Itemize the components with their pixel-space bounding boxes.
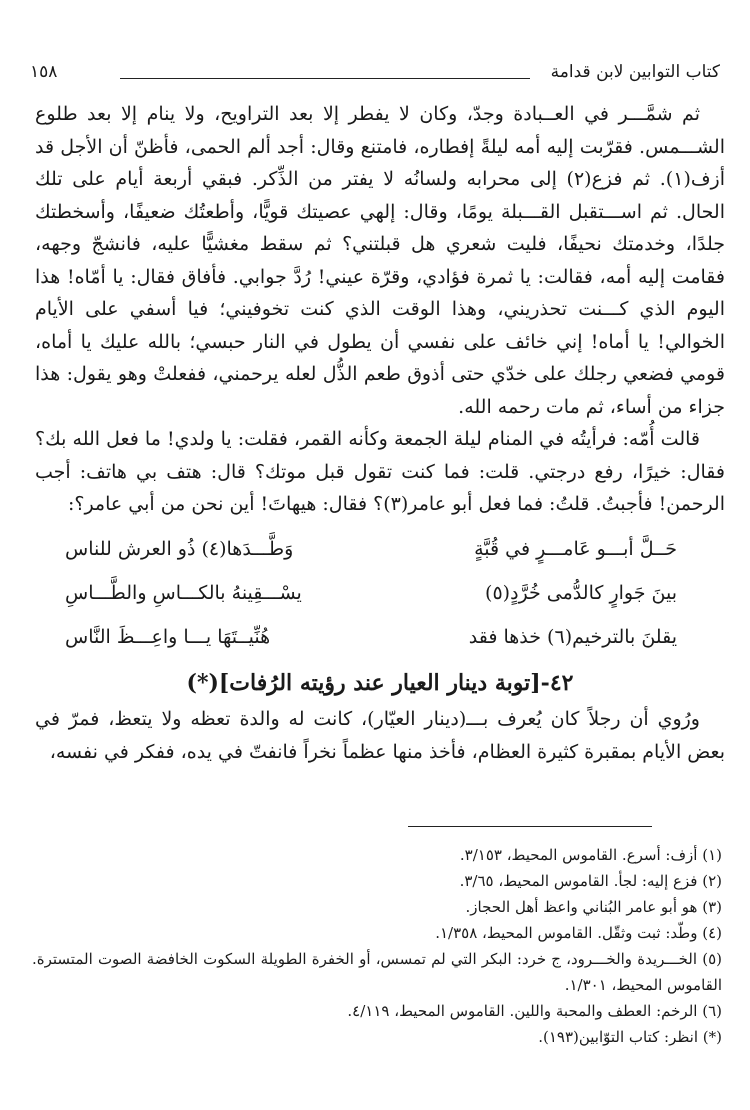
paragraph: قالت أُمّه: فرأيتُه في المنام ليلة الجمعة وكأنه القمر، فقلت: يا ولدي! ما فعل الله بك؟ فقال: خيرًا، رفع درجتي. قلت: فما كنت تقول قبل موتك؟ قال: هتف بي هاتف: أجب الرحمن! فأجبتُ. قلتُ: فما فعل أبو عامر(٣)؟ فقال: هيهاتَ! أين نحن من أبي عامر؟: — [35, 428, 725, 515]
footnote: (٢) فزع إليه: لجأ. القاموس المحيط، ٣/٦٥. — [459, 872, 722, 890]
poem-verse — [35, 615, 725, 659]
section-heading: ٤٢-[توبة دينار العيار عند رؤيته الرُفات](*) — [186, 669, 574, 696]
verse-first-hemistich: بينَ جَوارٍ كالدُّمى خُرَّدٍ(٥) — [485, 581, 677, 604]
footnote: (٤) وطّد: ثبت وثقّل. القاموس المحيط، ١/٣٥٨. — [435, 924, 722, 942]
poem — [35, 527, 725, 659]
verse-first-hemistich: يقلنَ بالترخيم(٦) خذها فقد — [468, 625, 677, 648]
footnote-separator — [408, 826, 652, 827]
header-rule — [120, 78, 530, 79]
main-text — [35, 98, 725, 768]
footnote: (٦) الرخم: العطف والمحبة واللين. القاموس المحيط، ٤/١١٩. — [347, 1002, 722, 1020]
footnote: (٥) الخـــريدة والخـــرود، ج خرد: البكر التي لم تمسس، أو الخفرة الطويلة السكوت الخافضة الصوت المتسترة. القاموس المحيط، ١/٣٠١. — [32, 950, 722, 994]
poem-verse — [35, 571, 725, 615]
footnotes — [32, 842, 722, 1050]
verse-second-hemistich: هُنِّيــتَهَا يـــا واعِـــظَ النَّاس — [65, 625, 271, 648]
running-header — [30, 62, 720, 88]
page-number: ١٥٨ — [30, 62, 58, 82]
running-title: كتاب التوابين لابن قدامة — [550, 62, 720, 82]
paragraph: ورُوي أن رجلاً كان يُعرف بـــ(دينار العيّار)، كانت له والدة تعظه ولا يتعظ، فمرّ في بعض الأيام بمقبرة كثيرة العظام، فأخذ منها عظماً نخراً فانفتّ في يده، ففكر في نفسه، — [35, 708, 725, 763]
footnote: (١) أزف: أسرع. القاموس المحيط، ٣/١٥٣. — [459, 846, 722, 864]
verse-second-hemistich: يسْـــقِينهُ بالكـــاسِ والطَّـــاسِ — [65, 581, 302, 604]
verse-first-hemistich: حَــلَّ أبـــو عَامـــرٍ في قُبَّةٍ — [474, 537, 677, 560]
footnote: (*) انظر: كتاب التوّابين(١٩٣). — [538, 1028, 722, 1046]
paragraph: ثم شمَّـــر في العــبادة وجدّ، وكان لا يفطر إلا بعد التراويح، ولا ينام إلا بعد طلوع الشـــمس. فقرّبت إليه أمه ليلةً إفطاره، فامتنع وقال: أجد ألم الحمى، فأظنّ أن الأجل قد أزف(١). ثم فزع(٢) إلى محرابه ولسانُه لا يفتر من الذِّكر. فبقي أربعة أيام على تلك الحال. ثم اســـتقبل القـــبلة يومًا، وقال: إلهي عصيتك قويًّا، وأطعتُك ضعيفًا، وأسخطتك جلدًا، وخدمتك نحيفًا، فليت شعري هل قبلتني؟ ثم سقط مغشيًّا عليه، فانشجّ وجهه، فقامت إليه أمه، فقالت: يا ثمرة فؤادي، وقرّة عيني! رُدَّ جوابي. فأفاق فقال: يا أمّاه! هذا اليوم الذي كـــنت تحذريني، وهذا الوقت الذي كنت تخوفيني؛ فيا أسفي على الأيام الخوالي! يا أماه! إني خائف على نفسي أن يطول في النار حبسي؛ بالله عليك يا أماه، قومي فضعي رجلك على خدّي حتى أذوق طعم الذُّل لعله يرحمني، ففعلتْ وهو يقول: هذا جزاء من أساء، ثم مات رحمه الله. — [35, 103, 725, 418]
verse-second-hemistich: وَطَّـــدَها(٤) ذُو العرش للناس — [65, 537, 294, 560]
footnote: (٣) هو أبو عامر البُناني واعظ أهل الحجاز. — [465, 898, 722, 916]
poem-verse — [35, 527, 725, 571]
